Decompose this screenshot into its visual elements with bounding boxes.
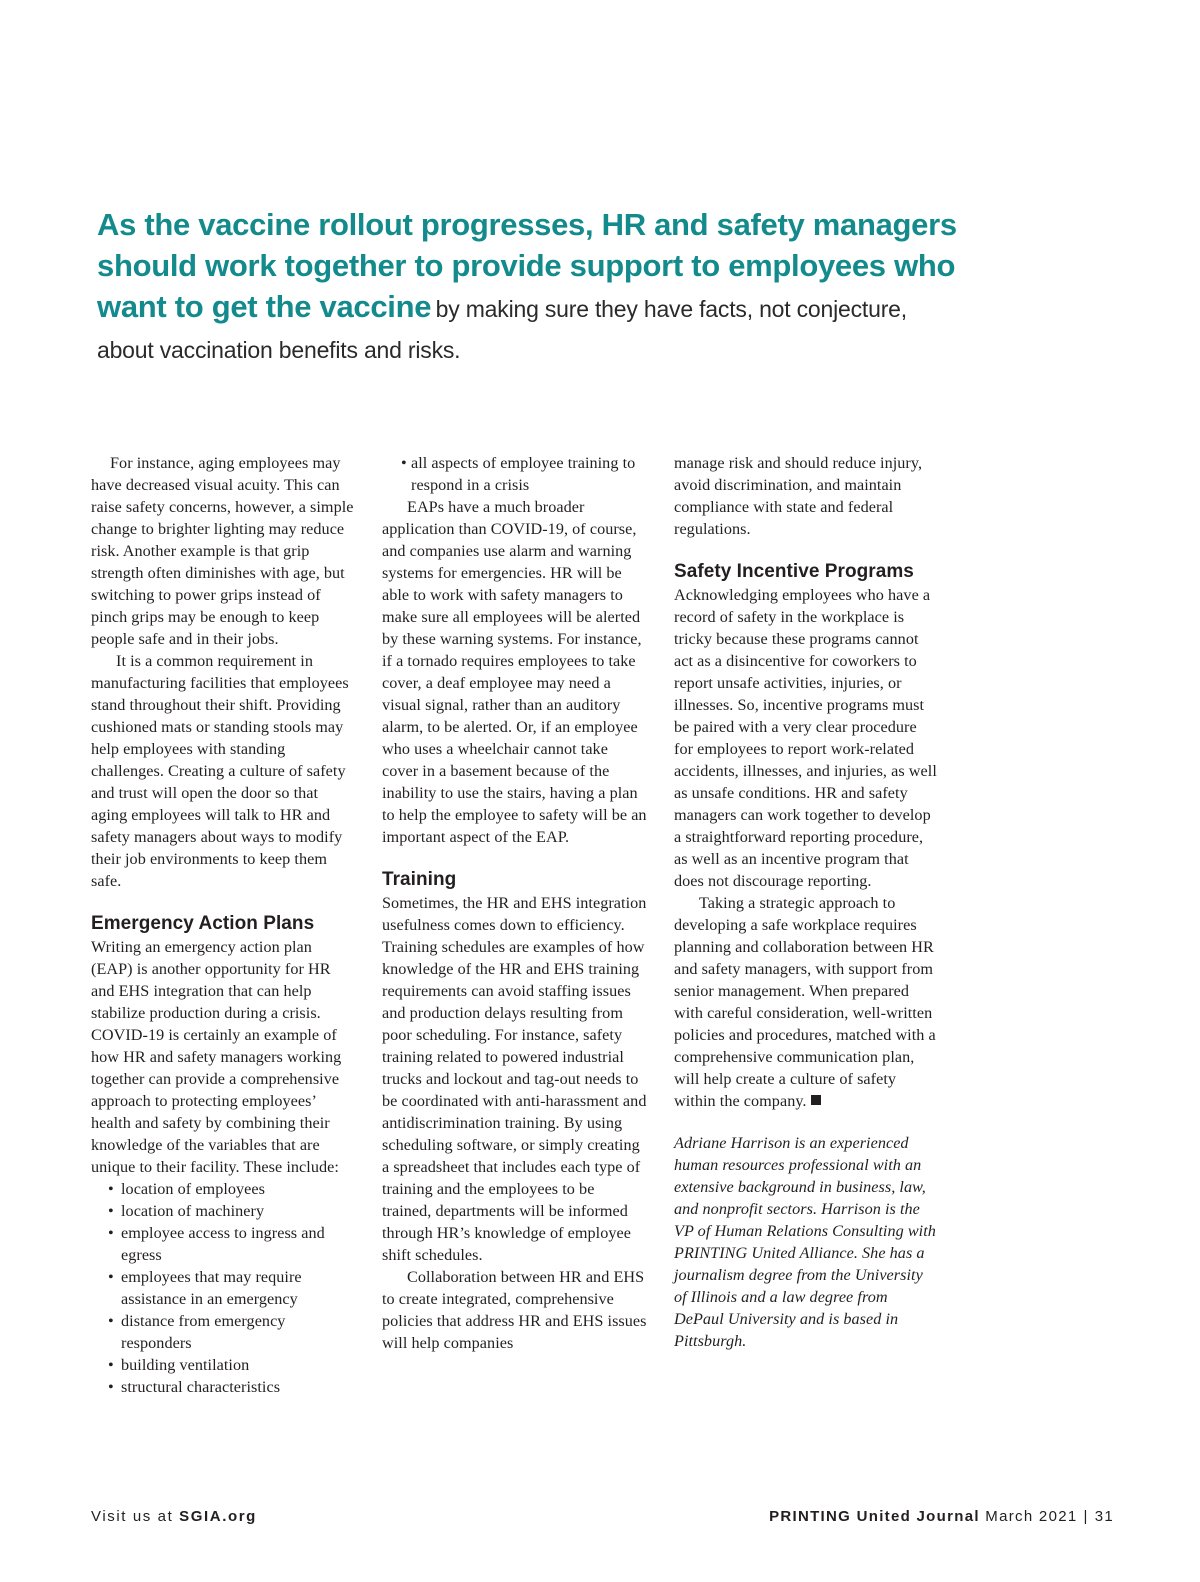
footer-journal-name: PRINTING United Journal: [769, 1508, 980, 1525]
list-item: • employees that may require assistance in an emergency: [108, 1266, 356, 1310]
column-2: [382, 452, 647, 1354]
paragraph: EAPs have a much broader application than COVID-19, of course, and companies use alarm and warning systems for emergencies. HR will be able to work with safety managers to make sure all employees will be alerted by these warning systems. For instance, if a tornado requires employees to take cover, a deaf employee may need a visual signal, rather than an auditory alarm, to be alerted. Or, if an employee who uses a wheelchair cannot take cover in a basement because of the inability to use the stairs, having a plan to help the employee to safety will be an important aspect of the EAP.: [382, 498, 647, 846]
section-heading-safety-incentive-programs: Safety Incentive Programs: [674, 561, 914, 582]
paragraph: Collaboration between HR and EHS to create integrated, comprehensive policies that address HR and EHS issues will help companies: [382, 1268, 647, 1352]
bullet-list: [382, 452, 647, 496]
paragraph: It is a common requirement in manufacturing facilities that employees stand throughout their shift. Providing cushioned mats or standing stools may help employees with standing challenges. Creating a culture of safety and trust will open the door so that aging employees will talk to HR and safety managers about ways to modify their job environments to keep them safe.: [91, 652, 349, 890]
author-bio: Adriane Harrison is an experienced human resources professional with an extensive background in business, law, and nonprofit sectors. Harrison is the VP of Human Relations Consulting with PRINTING United Alliance. She has a journalism degree from the University of Illinois and a law degree from DePaul University and is based in Pittsburgh.: [674, 1134, 936, 1350]
footer-folio: PRINTING United Journal March 2021 | 31: [769, 1508, 1114, 1525]
bullet-list: [91, 1178, 356, 1398]
footer-website: [91, 1508, 257, 1525]
list-item: • employee access to ingress and egress: [108, 1222, 356, 1266]
list-item: • building ventilation: [108, 1354, 356, 1376]
footer-issue-date: March 2021: [985, 1508, 1078, 1525]
pull-quote-bold: As the vaccine rollout progresses, HR and safety managers should work together to provide support to employees who want to get the vaccine: [97, 207, 957, 324]
pull-quote-light-line2: about vaccination benefits and risks.: [97, 337, 461, 363]
column-1: [91, 452, 356, 1398]
paragraph: For instance, aging employees may have decreased visual acuity. This can raise safety concerns, however, a simple change to brighter lighting may reduce risk. Another example is that grip strength often diminishes with age, but switching to power grips instead of pinch grips may be enough to keep people safe and in their jobs.: [91, 454, 354, 648]
closing-text: Taking a strategic approach to developing a safe workplace requires planning and collaboration between HR and safety managers, with support from senior management. When prepared with careful consideration, well-written policies and procedures, matched with a comprehensive communication plan, will help create a culture of safety within the company.: [674, 894, 936, 1110]
paragraph: Acknowledging employees who have a record of safety in the workplace is tricky because these programs cannot act as a disincentive for coworkers to report unsafe activities, injuries, or illnesses. So, incentive programs must be paired with a very clear procedure for employees to report work-related accidents, illnesses, and injuries, as well as unsafe conditions. HR and safety managers can work together to develop a straightforward reporting procedure, as well as an incentive program that does not discourage reporting.: [674, 586, 937, 890]
list-item: • location of employees: [108, 1178, 356, 1200]
pull-quote-light-line1: by making sure they have facts, not conjecture,: [435, 296, 907, 322]
section-heading-training: Training: [382, 869, 457, 890]
list-item: • distance from emergency responders: [108, 1310, 356, 1354]
page-number: 31: [1094, 1508, 1114, 1525]
paragraph: [674, 892, 939, 1112]
footer-site-link[interactable]: SGIA.org: [179, 1508, 257, 1525]
footer-visit-label: Visit us at: [91, 1508, 174, 1525]
section-heading-emergency-action-plans: Emergency Action Plans: [91, 913, 315, 934]
column-3: [674, 452, 939, 1352]
paragraph: manage risk and should reduce injury, avoid discrimination, and maintain compliance with state and federal regulations.: [674, 454, 923, 538]
list-item: • all aspects of employee training to respond in a crisis: [401, 452, 647, 496]
list-item: • structural characteristics: [108, 1376, 356, 1398]
paragraph: Writing an emergency action plan (EAP) is another opportunity for HR and EHS integration that can help stabilize production during a crisis. COVID-19 is certainly an example of how HR and safety managers working together can provide a comprehensive approach to protecting employees’ health and safety by combining their knowledge of the variables that are unique to their facility. These include:: [91, 938, 342, 1176]
list-item: • location of machinery: [108, 1200, 356, 1222]
pull-quote: [97, 204, 977, 371]
end-mark-icon: [811, 1095, 821, 1105]
paragraph: Sometimes, the HR and EHS integration usefulness comes down to efficiency. Training schedules are examples of how knowledge of the HR and EHS training requirements can avoid staffing issues and production delays resulting from poor scheduling. For instance, safety training related to powered industrial trucks and lockout and tag-out needs to be coordinated with anti-harassment and antidiscrimination training. By using scheduling software, or simply creating a spreadsheet that includes each type of training and the employees to be trained, departments will be informed through HR’s knowledge of employee shift schedules.: [382, 894, 647, 1264]
